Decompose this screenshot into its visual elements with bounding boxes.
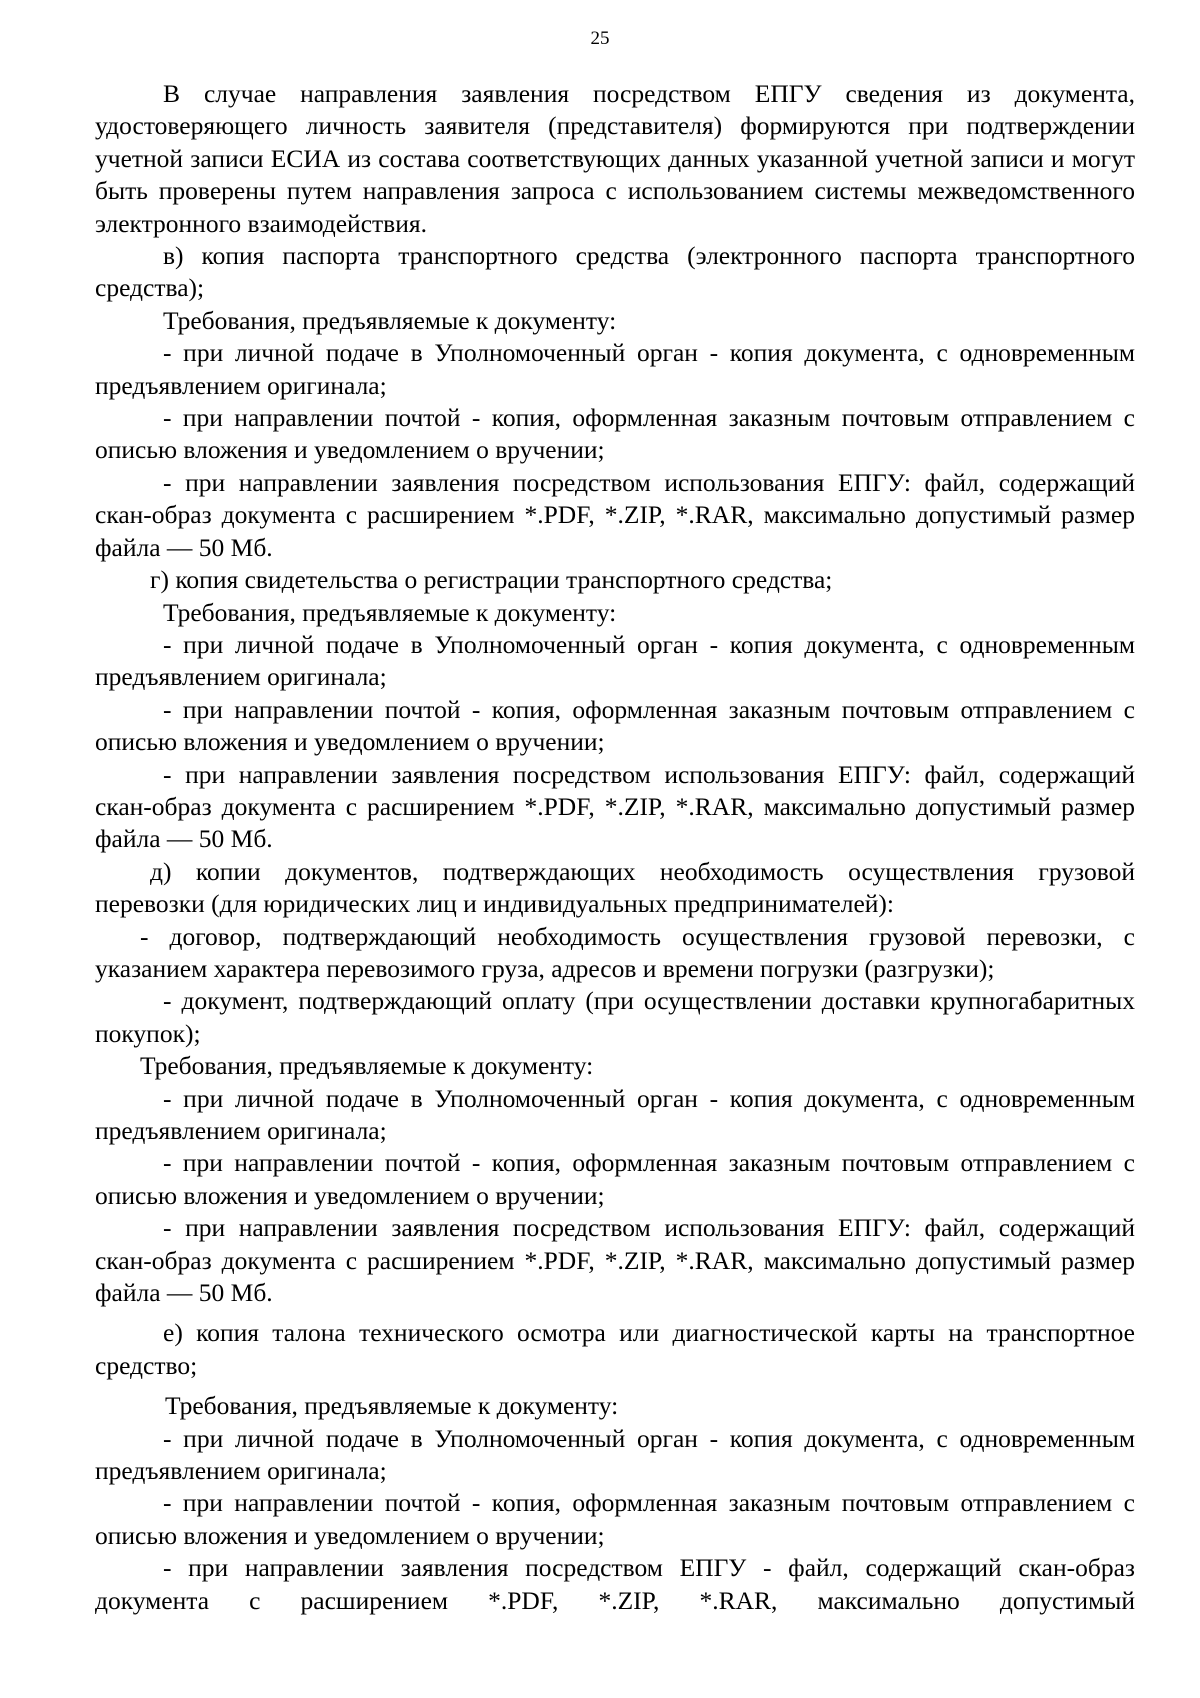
list-item-payment-document: - документ, подтверждающий оплату (при осуществлении доставки крупногабаритных покупок); — [95, 986, 1135, 1048]
requirement-in-person: - при личной подаче в Уполномоченный орган - копия документа, с одновременным предъявлением оригинала; — [95, 338, 1135, 400]
paragraph-epgu-identity-info: В случае направления заявления посредством ЕПГУ сведения из документа, удостоверяющего личность заявителя (представителя) формируются при подтверждении учетной записи ЕСИА из состава соответствующих данных указанной учетной записи и могут быть проверены путем направления запроса с использованием системы межведомственного электронного взаимодействия. — [95, 79, 1135, 238]
list-item-contract: - договор, подтверждающий необходимость осуществления грузовой перевозки, с указанием характера перевозимого груза, адресов и времени погрузки (разгрузки); — [95, 921, 1135, 983]
requirement-in-person: - при личной подаче в Уполномоченный орган - копия документа, с одновременным предъявлением оригинала; — [95, 1423, 1135, 1486]
requirements-heading: Требования, предъявляемые к документу: — [163, 597, 617, 627]
requirement-by-mail: - при направлении почтой - копия, оформленная заказным почтовым отправлением с описью вложения и уведомлением о вручении; — [95, 694, 1135, 757]
requirements-heading: Требования, предъявляемые к документу: — [165, 1391, 619, 1421]
item-g-registration-certificate: г) копия свидетельства о регистрации транспортного средства; — [150, 565, 833, 595]
requirements-heading: Требования, предъявляемые к документу: — [140, 1051, 594, 1081]
requirement-epgu-file: - при направлении заявления посредством использования ЕПГУ: файл, содержащий скан-образ документа с расширением *.PDF, *.ZIP, *.RAR, максимально допустимый размер файла — 50 Мб. — [95, 467, 1135, 562]
requirement-in-person: - при личной подаче в Уполномоченный орган - копия документа, с одновременным предъявлением оригинала; — [95, 629, 1135, 692]
page-number: 25 — [590, 28, 610, 49]
requirement-by-mail: - при направлении почтой - копия, оформленная заказным почтовым отправлением с описью вложения и уведомлением о вручении; — [95, 1148, 1135, 1210]
item-d-cargo-documents: д) копии документов, подтверждающих необходимость осуществления грузовой перевозки (для юридических лиц и индивидуальных предпринимателей): — [95, 856, 1135, 919]
item-e-inspection-ticket: е) копия талона технического осмотра или диагностической карты на транспортное средство; — [95, 1318, 1135, 1380]
requirement-epgu-file: - при направлении заявления посредством использования ЕПГУ: файл, содержащий скан-образ документа с расширением *.PDF, *.ZIP, *.RAR, максимально допустимый размер файла — 50 Мб. — [95, 1213, 1135, 1308]
requirement-in-person: - при личной подаче в Уполномоченный орган - копия документа, с одновременным предъявлением оригинала; — [95, 1083, 1135, 1145]
requirement-by-mail: - при направлении почтой - копия, оформленная заказным почтовым отправлением с описью вложения и уведомлением о вручении; — [95, 403, 1135, 465]
requirements-heading: Требования, предъявляемые к документу: — [163, 305, 617, 335]
item-v-vehicle-passport: в) копия паспорта транспортного средства (электронного паспорта транспортного средства); — [95, 241, 1135, 303]
requirement-epgu-file: - при направлении заявления посредством использования ЕПГУ: файл, содержащий скан-образ документа с расширением *.PDF, *.ZIP, *.RAR, максимально допустимый размер файла — 50 Мб. — [95, 759, 1135, 854]
document-body — [95, 78, 1135, 1617]
requirement-epgu-file: - при направлении заявления посредством ЕПГУ - файл, содержащий скан-образ документа с расширением *.PDF, *.ZIP, *.RAR, максимально допустимый — [95, 1553, 1135, 1615]
requirement-by-mail: - при направлении почтой - копия, оформленная заказным почтовым отправлением с описью вложения и уведомлением о вручении; — [95, 1488, 1135, 1550]
